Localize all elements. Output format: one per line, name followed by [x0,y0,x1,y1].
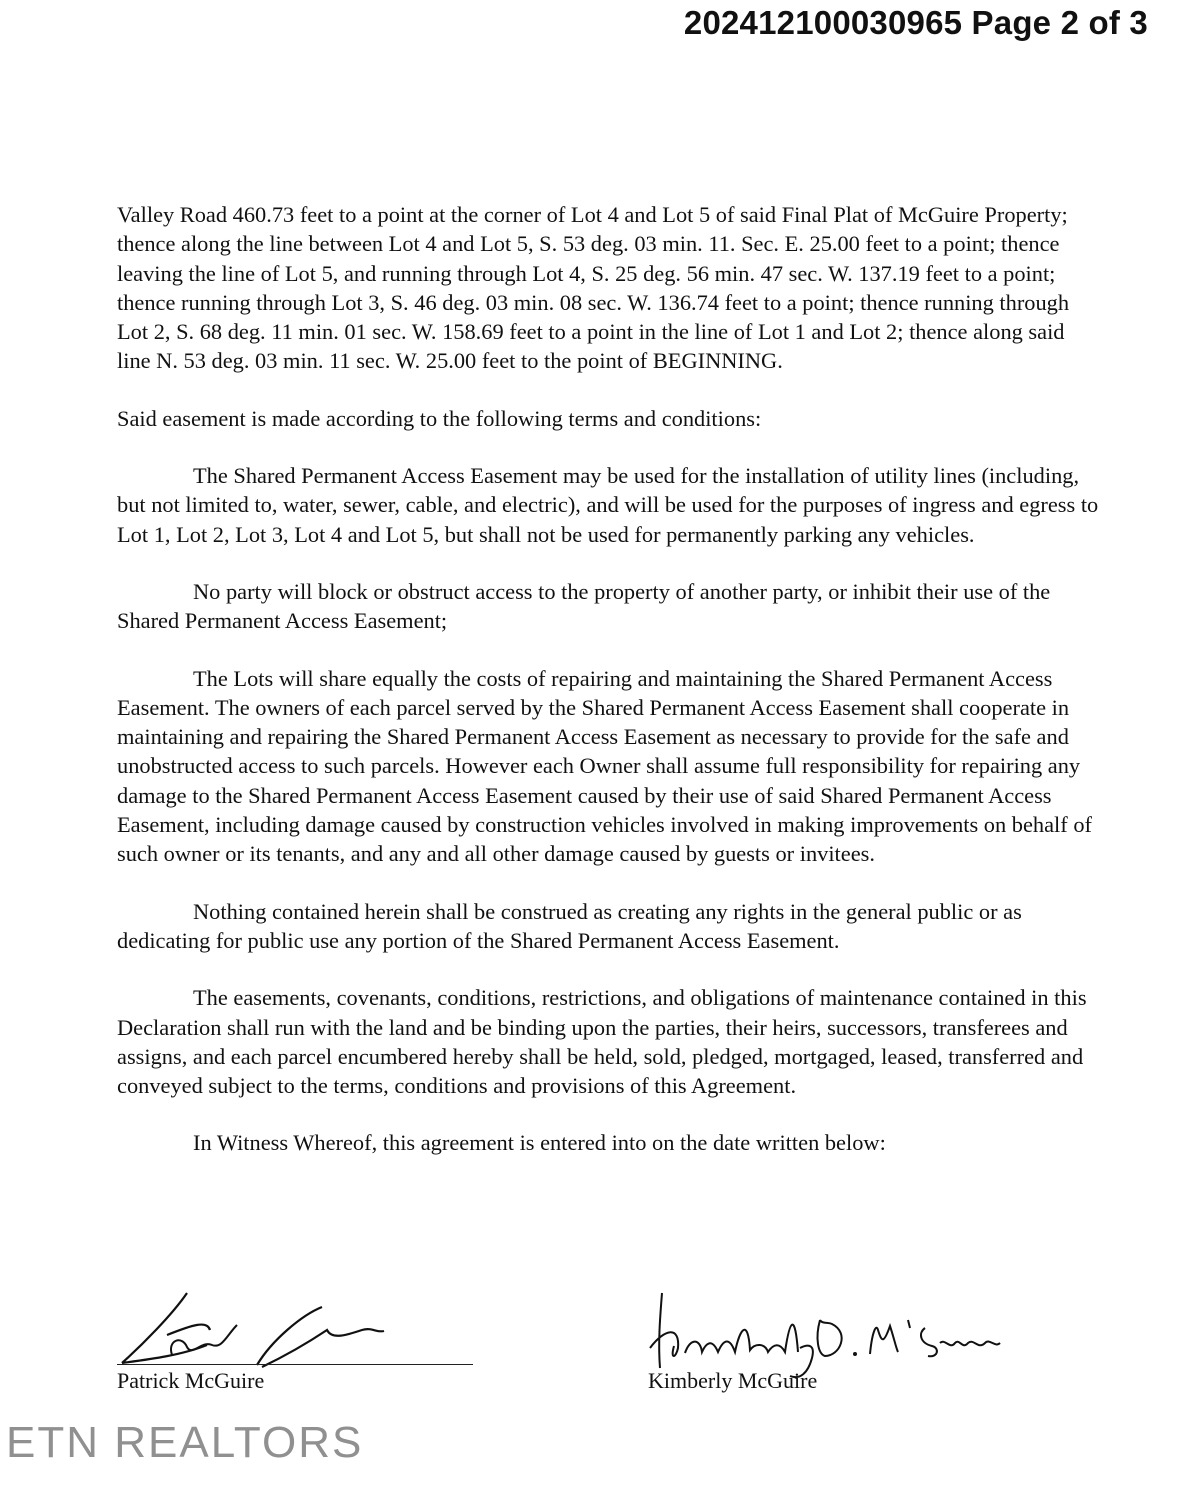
document-reference-header: 202412100030965 Page 2 of 3 [683,4,1148,41]
maintenance-paragraph: The Lots will share equally the costs of repairing and maintaining the Shared Permanent Access Easement. The owners of each parcel served by the Shared Permanent Access Easement shall cooperate in maintaining and repairing the Shared Permanent Access Easement as necessary to provide for the safe and unobstructed access to such parcels. However each Owner shall assume full responsibility for repairing any damage to the Shared Permanent Access Easement caused by their use of said Shared Permanent Access Easement, including damage caused by construction vehicles involved in making improvements on behalf of such owner or its tenants, and any and all other damage caused by guests or invitees. [117,665,1092,867]
document-body [117,200,1102,1186]
legal-description-paragraph: Valley Road 460.73 feet to a point at the corner of Lot 4 and Lot 5 of said Final Plat of McGuire Property; thence along the line between Lot 4 and Lot 5, S. 53 deg. 03 min. 11. Sec. E. 25.00 feet to a point; thence leaving the line of Lot 5, and running through Lot 4, S. 25 deg. 56 min. 47 sec. W. 137.19 feet to a point; thence running through Lot 3, S. 46 deg. 03 min. 08 sec. W. 136.74 feet to a point; thence running through Lot 2, S. 68 deg. 11 min. 01 sec. W. 158.69 feet to a point in the line of Lot 1 and Lot 2; thence along said line N. 53 deg. 03 min. 11 sec. W. 25.00 feet to the point of BEGINNING. [117,202,1070,374]
left-signature-line [117,1364,473,1365]
left-signer-name: Patrick McGuire [117,1368,265,1393]
patrick-signature-image [112,1285,412,1380]
runs-with-land-paragraph: The easements, covenants, conditions, restrictions, and obligations of maintenance contained in this Declaration shall run with the land and be binding upon the parties, their heirs, successors, transferees and assigns, and each parcel encumbered hereby shall be held, sold, pledged, mortgaged, leased, transferred and conveyed subject to the terms, conditions and provisions of this Agreement. [117,985,1087,1099]
easement-use-paragraph: The Shared Permanent Access Easement may be used for the installation of utility lines (including, but not limited to, water, sewer, cable, and electric), and will be used for the purposes of ingress and egress to Lot 1, Lot 2, Lot 3, Lot 4 and Lot 5, but shall not be used for permanently parking any vehicles. [117,463,1099,547]
no-public-rights-paragraph: Nothing contained herein shall be construed as creating any rights in the general public or as dedicating for public use any portion of the Shared Permanent Access Easement. [117,898,1022,953]
no-obstruction-paragraph: No party will block or obstruct access to the property of another party, or inhibit their use of the Shared Permanent Access Easement; [117,578,1051,634]
witness-paragraph: In Witness Whereof, this agreement is entered into on the date written below: [193,1130,886,1156]
right-signer-name: Kimberly McGuire [648,1368,818,1393]
etn-realtors-watermark-logo: ETN REALTORS [6,1418,364,1467]
terms-intro-paragraph: Said easement is made according to the following terms and conditions: [117,405,762,431]
